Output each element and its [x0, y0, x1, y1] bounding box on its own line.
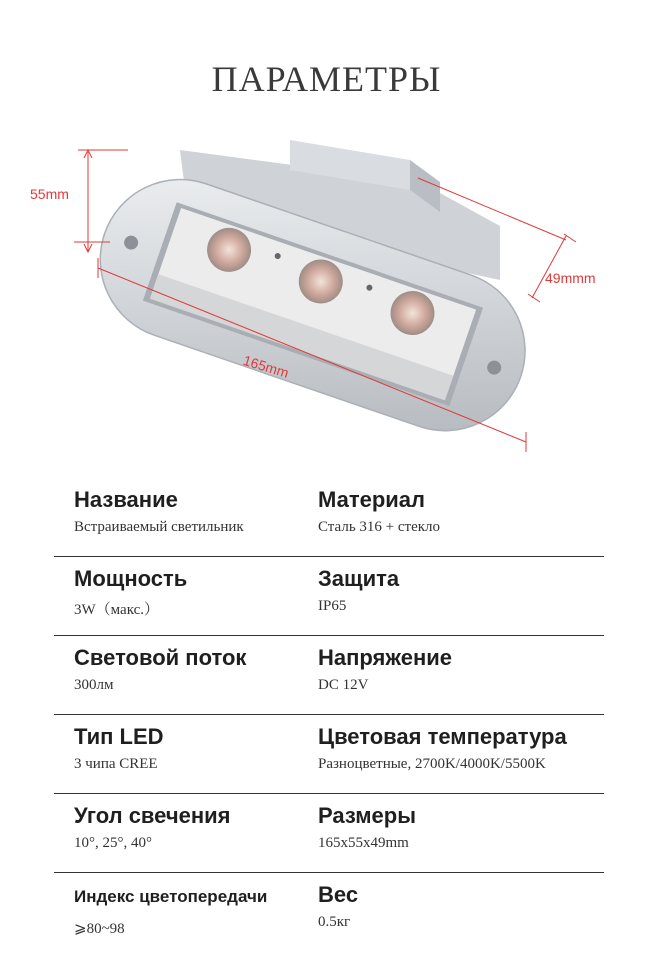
spec-row: [54, 715, 604, 794]
spec-row: [54, 636, 604, 715]
recessed-light-drawing: [0, 130, 653, 470]
spec-key: Защита: [318, 566, 400, 591]
spec-value: 3 чипа CREE: [74, 756, 158, 772]
spec-value: 10°, 25°, 40°: [74, 835, 152, 851]
product-figure: [0, 130, 653, 470]
spec-key: Вес: [318, 882, 359, 907]
spec-value: 3W（макс.）: [74, 602, 160, 618]
length-dimension-label: 165mm: [241, 352, 291, 381]
spec-value: Разноцветные, 2700K/4000K/5500K: [318, 756, 546, 772]
spec-value: Сталь 316 + стекло: [318, 519, 441, 535]
spec-key: Мощность: [74, 566, 188, 591]
spec-row: [54, 557, 604, 636]
page-title: ПАРАМЕТРЫ: [211, 59, 442, 99]
spec-value: ⩾80~98: [74, 921, 125, 937]
spec-key: Название: [74, 487, 178, 512]
spec-value: DC 12V: [318, 677, 369, 693]
spec-value: 300лм: [74, 677, 114, 693]
spec-value: Встраиваемый светильник: [74, 519, 244, 535]
spec-row: [54, 794, 604, 873]
specs-table: [54, 478, 604, 951]
spec-row: [54, 873, 604, 951]
spec-key: Материал: [318, 487, 426, 512]
spec-key: Индекс цветопередачи: [74, 887, 268, 906]
spec-value: 165x55x49mm: [318, 835, 409, 851]
spec-key: Угол свечения: [74, 803, 231, 828]
spec-value: 0.5кг: [318, 914, 351, 930]
depth-dimension-label: 49mmm: [545, 270, 596, 286]
spec-key: Световой поток: [74, 645, 247, 670]
spec-key: Размеры: [318, 803, 417, 828]
height-dimension-label: 55mm: [30, 186, 69, 202]
spec-key: Тип LED: [74, 724, 164, 749]
spec-row: [54, 478, 604, 557]
spec-key: Цветовая температура: [318, 724, 567, 749]
spec-key: Напряжение: [318, 645, 452, 670]
spec-value: IP65: [318, 598, 347, 614]
